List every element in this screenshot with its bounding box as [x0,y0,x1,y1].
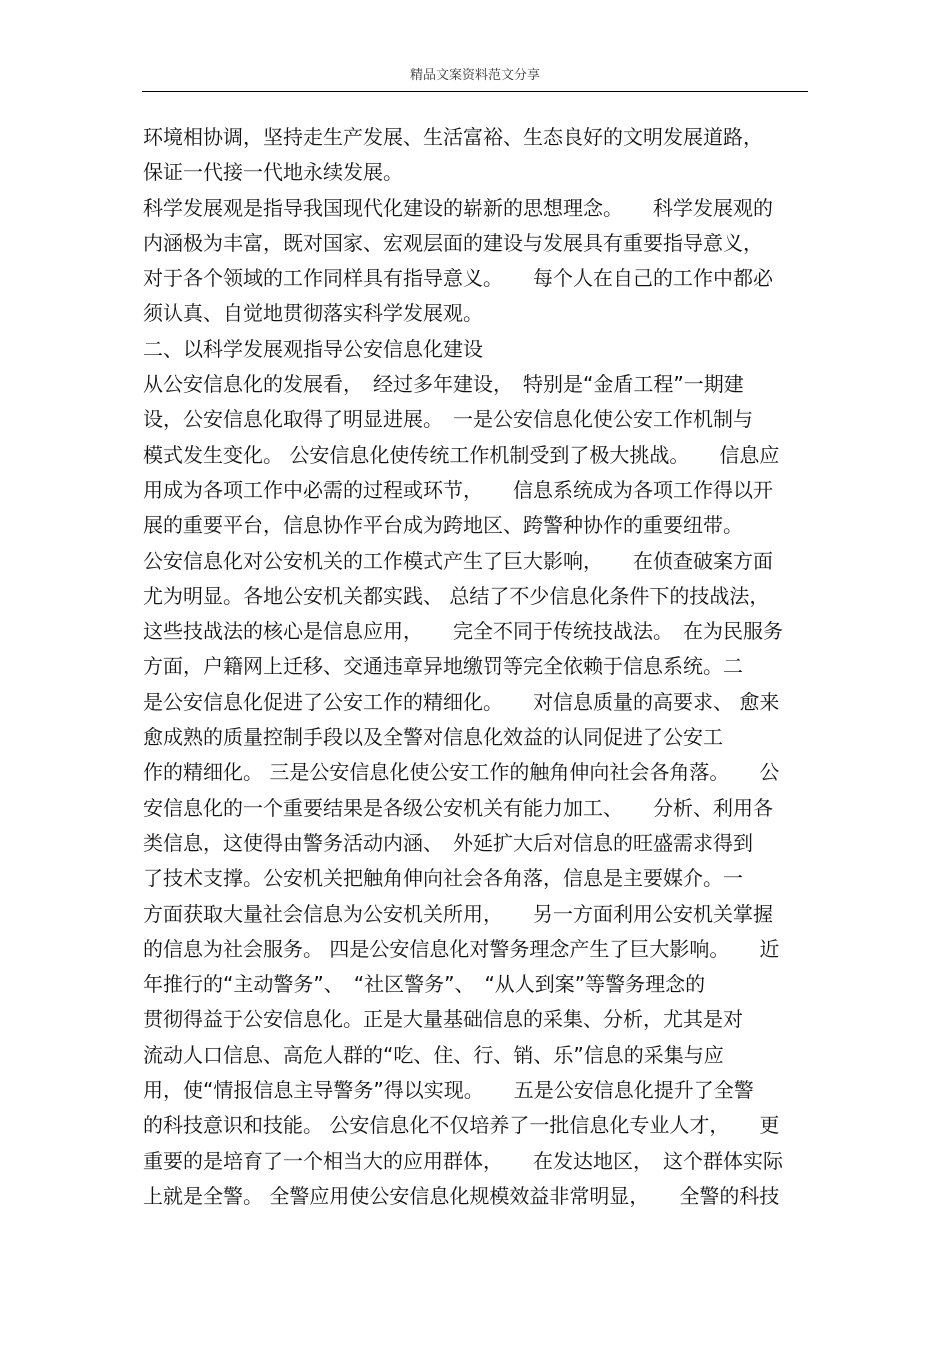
text-line: 上就是全警。 全警应用使公安信息化规模效益非常明显， 全警的科技 [143,1183,780,1208]
text-line: 展的重要平台，信息协作平台成为跨地区、跨警种协作的重要纽带。 [143,513,743,538]
text-line: 重要的是培育了一个相当大的应用群体， 在发达地区， 这个群体实际 [143,1148,783,1173]
page-header: 精品文案资料范文分享 [409,68,540,83]
text-line: 须认真、自觉地贯彻落实科学发展观。 [143,301,483,326]
text-line: 贯彻得益于公安信息化。正是大量基础信息的采集、分析，尤其是对 [143,1007,743,1032]
text-line: 环境相协调，坚持走生产发展、生活富裕、生态良好的文明发展道路， [143,125,763,149]
text-line: 用成为各项工作中必需的过程或环节， 信息系统成为各项工作得以开 [143,477,773,502]
text-line: 公安信息化对公安机关的工作模式产生了巨大影响， 在侦查破案方面 [143,548,773,573]
text-line: 设，公安信息化取得了明显进展。 一是公安信息化使公安工作机制与 [143,407,753,432]
text-line: 用，使“情报信息主导警务”得以实现。 五是公安信息化提升了全警 [143,1078,754,1103]
text-line: 安信息化的一个重要结果是各级公安机关有能力加工、 分析、利用各 [143,795,773,820]
text-line: 内涵极为丰富，既对国家、宏观层面的建设与发展具有重要指导意义， [143,230,763,255]
text-line: 作的精细化。 三是公安信息化使公安工作的触角伸向社会各角落。 公 [143,760,780,785]
text-line: 对于各个领域的工作同样具有指导意义。 每个人在自己的工作中都必 [143,266,773,291]
text-line: 愈成熟的质量控制手段以及全警对信息化效益的认同促进了公安工 [143,725,723,750]
text-line: 的信息为社会服务。 四是公安信息化对警务理念产生了巨大影响。 近 [143,936,780,961]
text-line: 流动人口信息、高危人群的“吃、住、行、销、乐”信息的采集与应 [143,1042,724,1067]
text-line: 类信息，这使得由警务活动内涵、 外延扩大后对信息的旺盛需求得到 [143,830,753,855]
text-line: 从公安信息化的发展看， 经过多年建设， 特别是“金盾工程”一期建 [143,372,744,397]
text-line: 年推行的“主动警务”、 “社区警务”、 “从人到案”等警务理念的 [143,972,706,997]
text-line: 模式发生变化。 公安信息化使传统工作机制受到了极大挑战。 信息应 [143,442,780,467]
text-line: 的科技意识和技能。 公安信息化不仅培养了一批信息化专业人才， 更 [143,1113,780,1138]
text-line: 尤为明显。各地公安机关都实践、 总结了不少信息化条件下的技战法， [143,583,770,608]
text-line: 这些技战法的核心是信息应用， 完全不同于传统技战法。 在为民服务 [143,619,783,644]
header-rule [142,91,808,92]
text-line: 是公安信息化促进了公安工作的精细化。 对信息质量的高要求、 愈来 [143,689,780,714]
text-line: 了技术支撑。公安机关把触角伸向社会各角落，信息是主要媒介。一 [143,866,743,891]
text-line: 方面获取大量社会信息为公安机关所用， 另一方面利用公安机关掌握 [143,901,773,926]
body-text [143,120,809,1214]
text-line: 保证一代接一代地永续发展。 [143,160,403,185]
text-line: 二、以科学发展观指导公安信息化建设 [143,336,483,361]
text-line: 方面，户籍网上迁移、交通违章异地缴罚等完全依赖于信息系统。二 [143,654,743,679]
text-line: 科学发展观是指导我国现代化建设的崭新的思想理念。 科学发展观的 [143,195,773,220]
